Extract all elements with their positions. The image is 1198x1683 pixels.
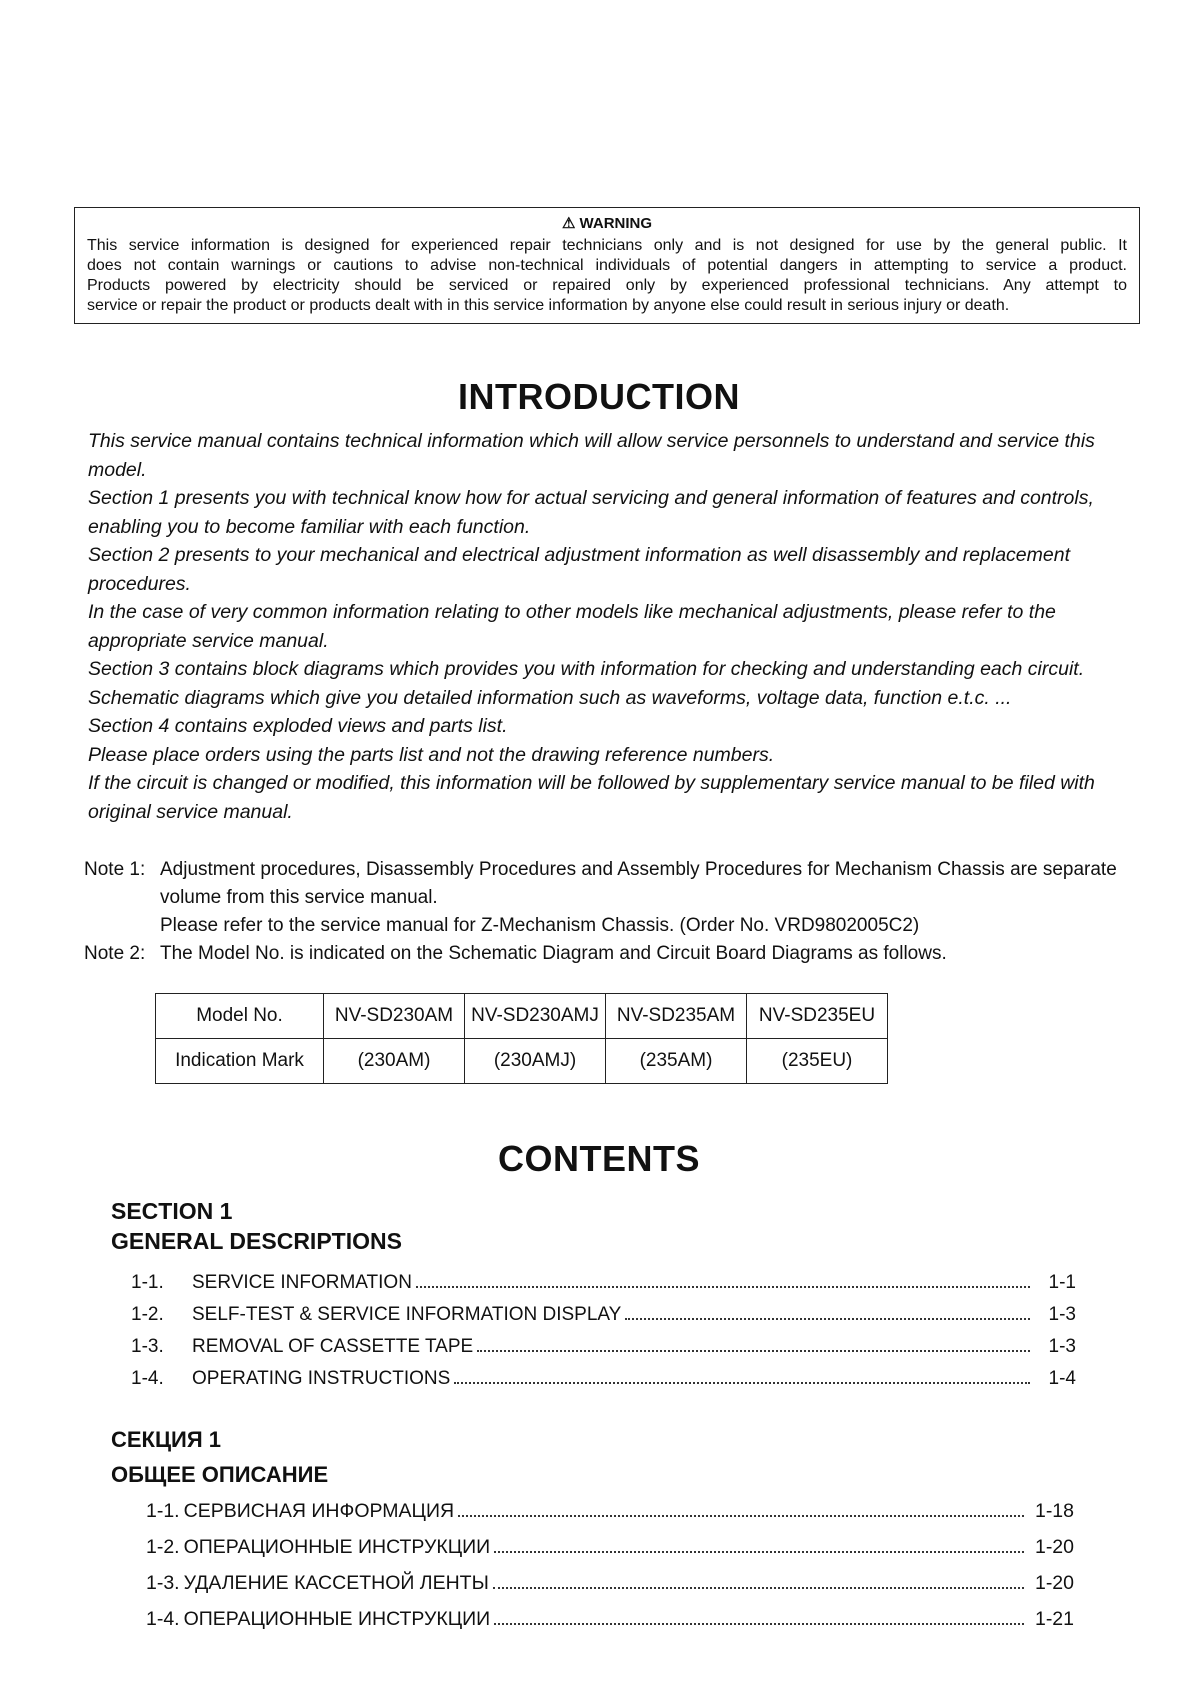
toc-entry[interactable]: [146, 1500, 1074, 1536]
toc-list: [131, 1272, 1076, 1400]
introduction-heading: INTRODUCTION: [458, 376, 740, 417]
intro-paragraph: If the circuit is changed or modified, this information will be followed by supplementary service manual to be filed with original service manual.: [88, 772, 1095, 823]
toc-page: 1-1: [1048, 1272, 1076, 1293]
toc-page: 1-20: [1034, 1536, 1074, 1558]
section-subtitle: GENERAL DESCRIPTIONS: [111, 1228, 402, 1254]
toc-number: 1-3.: [146, 1572, 180, 1594]
toc-number: 1-2.: [131, 1304, 164, 1325]
toc-entry[interactable]: [131, 1336, 1076, 1368]
warning-line: This service information is designed for experienced repair technicians only and is not designed for use by the general public. It: [87, 237, 1127, 254]
toc-title: УДАЛЕНИЕ КАССЕТНОЙ ЛЕНТЫ: [183, 1572, 489, 1594]
toc-number: 1-3.: [131, 1336, 164, 1357]
intro-paragraph: Section 4 contains exploded views and parts list.: [88, 715, 508, 737]
note-text: Adjustment procedures, Disassembly Procedures and Assembly Procedures for Mechanism Chassis are separate volume from this service manual.: [160, 859, 1117, 908]
toc-number: 1-4.: [146, 1608, 180, 1630]
toc-title: OPERATING INSTRUCTIONS: [192, 1368, 451, 1389]
table-cell: NV-SD235EU: [747, 994, 888, 1039]
intro-paragraph: Section 3 contains block diagrams which provides you with information for checking and understanding each circuit. Schematic diagrams which give you detailed information such as waveforms, voltage data, function e.t.c. ...: [88, 658, 1085, 709]
toc-title: СЕРВИСНАЯ ИНФОРМАЦИЯ: [183, 1500, 455, 1522]
table-cell: Model No.: [156, 994, 324, 1039]
note-text: Please refer to the service manual for Z-Mechanism Chassis. (Order No. VRD9802005C2): [160, 915, 920, 936]
table-cell: NV-SD230AMJ: [465, 994, 606, 1039]
toc-leader-dots: [477, 1350, 1030, 1352]
table-cell: NV-SD230AM: [324, 994, 465, 1039]
note-text: The Model No. is indicated on the Schematic Diagram and Circuit Board Diagrams as follows.: [160, 943, 947, 964]
toc-entry[interactable]: [146, 1536, 1074, 1572]
toc-entry[interactable]: [146, 1608, 1074, 1644]
ru-toc-list: [146, 1500, 1074, 1644]
intro-paragraph: Section 1 presents you with technical know how for actual servicing and general information of features and controls, enabling you to become familiar with each function.: [88, 487, 1094, 538]
ru-section-subtitle: ОБЩЕЕ ОПИСАНИЕ: [111, 1462, 329, 1487]
toc-leader-dots: [458, 1515, 1024, 1517]
toc-leader-dots: [494, 1551, 1024, 1553]
toc-leader-dots: [625, 1318, 1030, 1320]
toc-page: 1-4: [1048, 1368, 1076, 1389]
model-table: [155, 993, 888, 1084]
toc-entry[interactable]: [146, 1572, 1074, 1608]
intro-paragraph: In the case of very common information relating to other models like mechanical adjustments, please refer to the appropriate service manual.: [88, 601, 1056, 652]
toc-page: 1-21: [1034, 1608, 1074, 1630]
warning-title: ⚠ WARNING: [561, 215, 653, 232]
toc-title: SELF-TEST & SERVICE INFORMATION DISPLAY: [192, 1304, 622, 1325]
toc-title: ОПЕРАЦИОННЫЕ ИНСТРУКЦИИ: [183, 1536, 491, 1558]
table-cell: (230AM): [324, 1039, 465, 1084]
toc-page: 1-3: [1048, 1304, 1076, 1325]
table-cell: Indication Mark: [156, 1039, 324, 1084]
note-label: Note 2:: [84, 943, 146, 964]
toc-leader-dots: [416, 1286, 1030, 1288]
note-2: [84, 940, 1124, 968]
warning-line: does not contain warnings or cautions to advise non-technical individuals of potential dangers in attempting to service a product.: [87, 257, 1127, 274]
toc-title: SERVICE INFORMATION: [192, 1272, 412, 1293]
table-row: [156, 994, 888, 1039]
table-cell: NV-SD235AM: [606, 994, 747, 1039]
intro-paragraph: This service manual contains technical information which will allow service personnels to understand and service this model.: [88, 430, 1095, 481]
toc-page: 1-3: [1048, 1336, 1076, 1357]
toc-number: 1-2.: [146, 1536, 180, 1558]
intro-paragraph: Section 2 presents to your mechanical and electrical adjustment information as well disassembly and replacement procedures.: [88, 544, 1070, 595]
toc-number: 1-1.: [146, 1500, 180, 1522]
introduction-body: [88, 427, 1124, 826]
toc-number: 1-4.: [131, 1368, 164, 1389]
notes: [84, 856, 1124, 968]
contents-heading: CONTENTS: [498, 1138, 700, 1179]
toc-page: 1-18: [1034, 1500, 1074, 1522]
intro-paragraph: Please place orders using the parts list and not the drawing reference numbers.: [88, 743, 775, 766]
table-row: [156, 1039, 888, 1084]
warning-line: Products powered by electricity should be serviced or repaired only by experienced professional technicians. Any attempt to: [87, 277, 1127, 294]
toc-number: 1-1.: [131, 1272, 164, 1293]
toc-entry[interactable]: [131, 1304, 1076, 1336]
warning-line: service or repair the product or products dealt with in this service information by anyone else could result in serious injury or death.: [87, 297, 1010, 314]
toc-title: ОПЕРАЦИОННЫЕ ИНСТРУКЦИИ: [183, 1608, 491, 1630]
toc-leader-dots: [494, 1623, 1024, 1625]
table-cell: (230AMJ): [465, 1039, 606, 1084]
toc-entry[interactable]: [131, 1368, 1076, 1400]
table-cell: (235AM): [606, 1039, 747, 1084]
warning-box: [74, 207, 1140, 324]
ru-section-title: СЕКЦИЯ 1: [111, 1427, 222, 1452]
table-cell: (235EU): [747, 1039, 888, 1084]
toc-title: REMOVAL OF CASSETTE TAPE: [192, 1336, 474, 1357]
toc-page: 1-20: [1034, 1572, 1074, 1594]
section-title: SECTION 1: [111, 1198, 233, 1224]
note-label: Note 1:: [84, 859, 146, 880]
toc-leader-dots: [454, 1382, 1030, 1384]
note-1: [84, 856, 1124, 940]
toc-leader-dots: [493, 1587, 1024, 1589]
toc-entry[interactable]: [131, 1272, 1076, 1304]
